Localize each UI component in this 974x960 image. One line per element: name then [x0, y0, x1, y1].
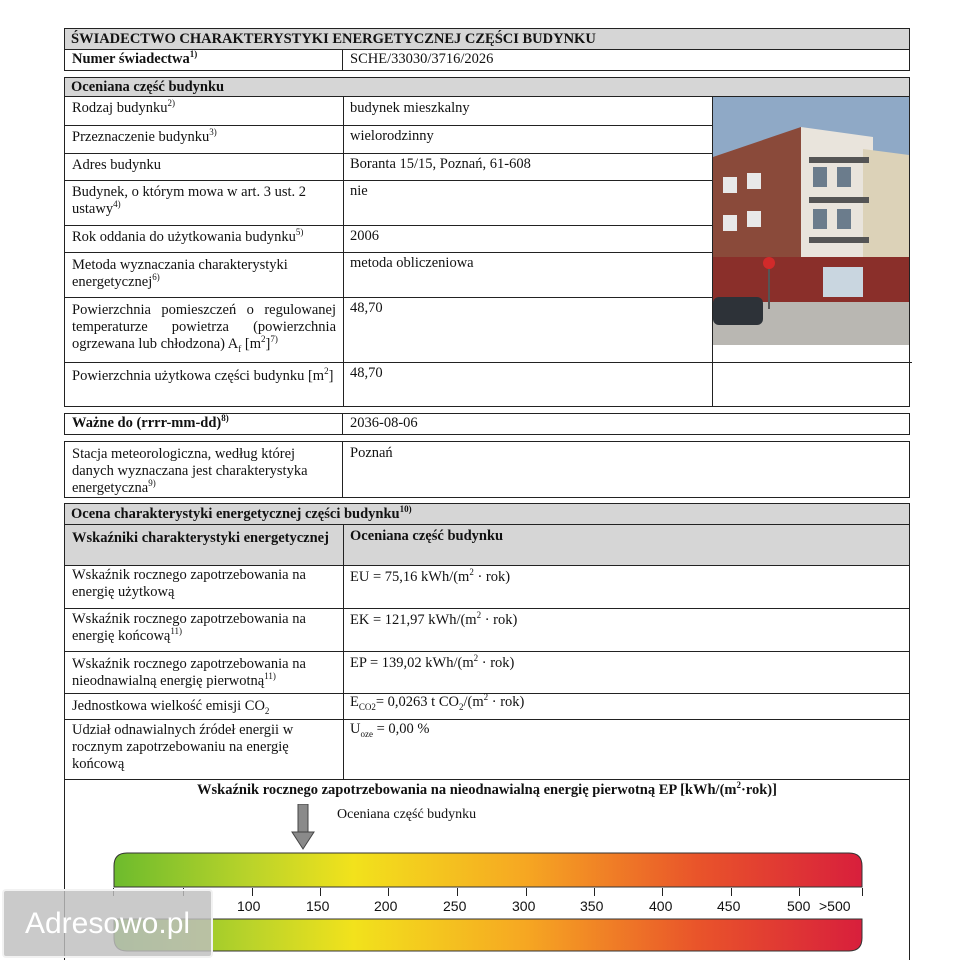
- certificate-title-text: ŚWIADECTWO CHARAKTERYSTYKI ENERGETYCZNEJ CZĘŚCI BUDYNKU: [71, 31, 596, 47]
- ep-scale-bar-lower: [113, 918, 863, 952]
- valid-until-label: Ważne do (rrrr-mm-dd)$^{8)}$: [65, 414, 343, 434]
- indicator-ek-label: Wskaźnik rocznego zapotrzebowania na energię końcową$^{11)}$: [72, 611, 306, 644]
- indicator-ep-label: Wskaźnik rocznego zapotrzebowania na nieodnawialną energię pierwotną$^{11)}$: [72, 656, 306, 689]
- row-year-value: 2006: [350, 228, 379, 244]
- tick-label-350: 350: [580, 898, 604, 914]
- row-heated-area-value: 48,70: [350, 300, 383, 316]
- indicator-ep-value: EP = 139,02 kWh/$(m^2 \cdot rok)$: [350, 653, 515, 671]
- row-building-purpose-value: wielorodzinny: [350, 128, 434, 144]
- row-usable-area-label: Powierzchnia użytkowa części budynku $[m^2]$: [72, 366, 334, 384]
- certificate-number-row: [64, 49, 910, 71]
- building-photo: [713, 97, 909, 345]
- building-info-table: [64, 96, 910, 407]
- column-header-assessed-part: Oceniana część budynku: [350, 528, 504, 544]
- section-energy-assessment-header: Ocena charakterystyki energetycznej części budynku$^{10)}$: [64, 503, 910, 525]
- valid-until-row: [64, 413, 910, 435]
- tick-label-300: 300: [512, 898, 536, 914]
- tick-label-200: 200: [374, 898, 398, 914]
- section-assessed-part-header: Oceniana część budynku: [64, 77, 910, 97]
- valid-until-value: 2036-08-06: [350, 415, 418, 431]
- indicator-eu-label: Wskaźnik rocznego zapotrzebowania na energię użytkową: [72, 567, 306, 600]
- tick-label-500: 500: [787, 898, 811, 914]
- weather-station-row: [64, 441, 910, 498]
- indicator-oze-label: Udział odnawialnych źródeł energii w rocznym zapotrzebowaniu na energię końcową: [72, 722, 294, 772]
- row-usable-area-value: 48,70: [350, 365, 383, 381]
- row-building-type-value: budynek mieszkalny: [350, 100, 470, 116]
- tick-label-450: 450: [717, 898, 741, 914]
- indicator-eu-value: EU = 75,16 kWh/$(m^2 \cdot rok)$: [350, 567, 511, 585]
- row-year-label: Rok oddania do użytkowania budynku$^{5)}$: [72, 227, 304, 245]
- indicator-co2-value: $E_{CO2}= 0,0263$ t $CO_2/(m^2 \cdot rok)$: [350, 692, 525, 712]
- tick-label-100: 100: [237, 898, 261, 914]
- tick-label-150: 150: [306, 898, 330, 914]
- ep-arrow-label: Oceniana część budynku: [337, 807, 477, 822]
- row-art3-value: nie: [350, 183, 368, 199]
- row-building-purpose-label: Przeznaczenie budynku$^{3)}$: [72, 127, 217, 145]
- indicator-co2-label: Jednostkowa wielkość emisji $CO_2$: [72, 698, 270, 716]
- ep-arrow-icon: [291, 804, 315, 850]
- row-address-label: Adres budynku: [72, 157, 162, 173]
- row-art3-label: Budynek, o którym mowa w art. 3 ust. 2 ustawy$^{4)}$: [72, 184, 306, 217]
- certificate-number-value: SCHE/33030/3716/2026: [350, 51, 494, 67]
- ep-scale-ticks: [113, 888, 863, 918]
- certificate-number-label: Numer świadectwa$^{1)}$: [65, 50, 343, 70]
- indicator-oze-value: $U_{oze} = 0,00$ %: [350, 721, 430, 739]
- watermark-text: Adresowo.pl: [24, 907, 191, 940]
- ep-scale-title: Wskaźnik rocznego zapotrzebowania na nieodnawialną energię pierwotną EP $[kWh/(m^2\cdot rok)]$: [197, 780, 777, 798]
- tick-label-250: 250: [443, 898, 467, 914]
- ep-scale-bar-upper: [113, 852, 863, 888]
- energy-indicators-table: [64, 524, 910, 780]
- certificate-title: [64, 28, 910, 50]
- indicator-ek-value: EK = 121,97 kWh/$(m^2 \cdot rok)$: [350, 610, 518, 628]
- column-header-indicators: Wskaźniki charakterystyki energetycznej: [72, 530, 329, 546]
- tick-label-over-500: >500: [819, 898, 851, 914]
- watermark-badge: [2, 889, 213, 958]
- row-address-value: Boranta 15/15, Poznań, 61-608: [350, 156, 531, 172]
- tick-label-400: 400: [649, 898, 673, 914]
- weather-station-label: Stacja meteorologiczna, według której danych wyznaczana jest charakterystyka energetyczna$^{9)}$: [65, 442, 343, 497]
- row-method-label: Metoda wyznaczania charakterystyki energetycznej$^{6)}$: [72, 257, 288, 290]
- weather-station-value: Poznań: [350, 445, 393, 461]
- row-method-value: metoda obliczeniowa: [350, 255, 474, 271]
- row-heated-area-label: Powierzchnia pomieszczeń o regulowanej temperaturze powietrza (powierzchnia ogrzewana lub chłodzona) $A_f$ $[m^2]^{7)}$: [72, 302, 336, 354]
- row-building-type-label: Rodzaj budynku$^{2)}$: [72, 98, 175, 116]
